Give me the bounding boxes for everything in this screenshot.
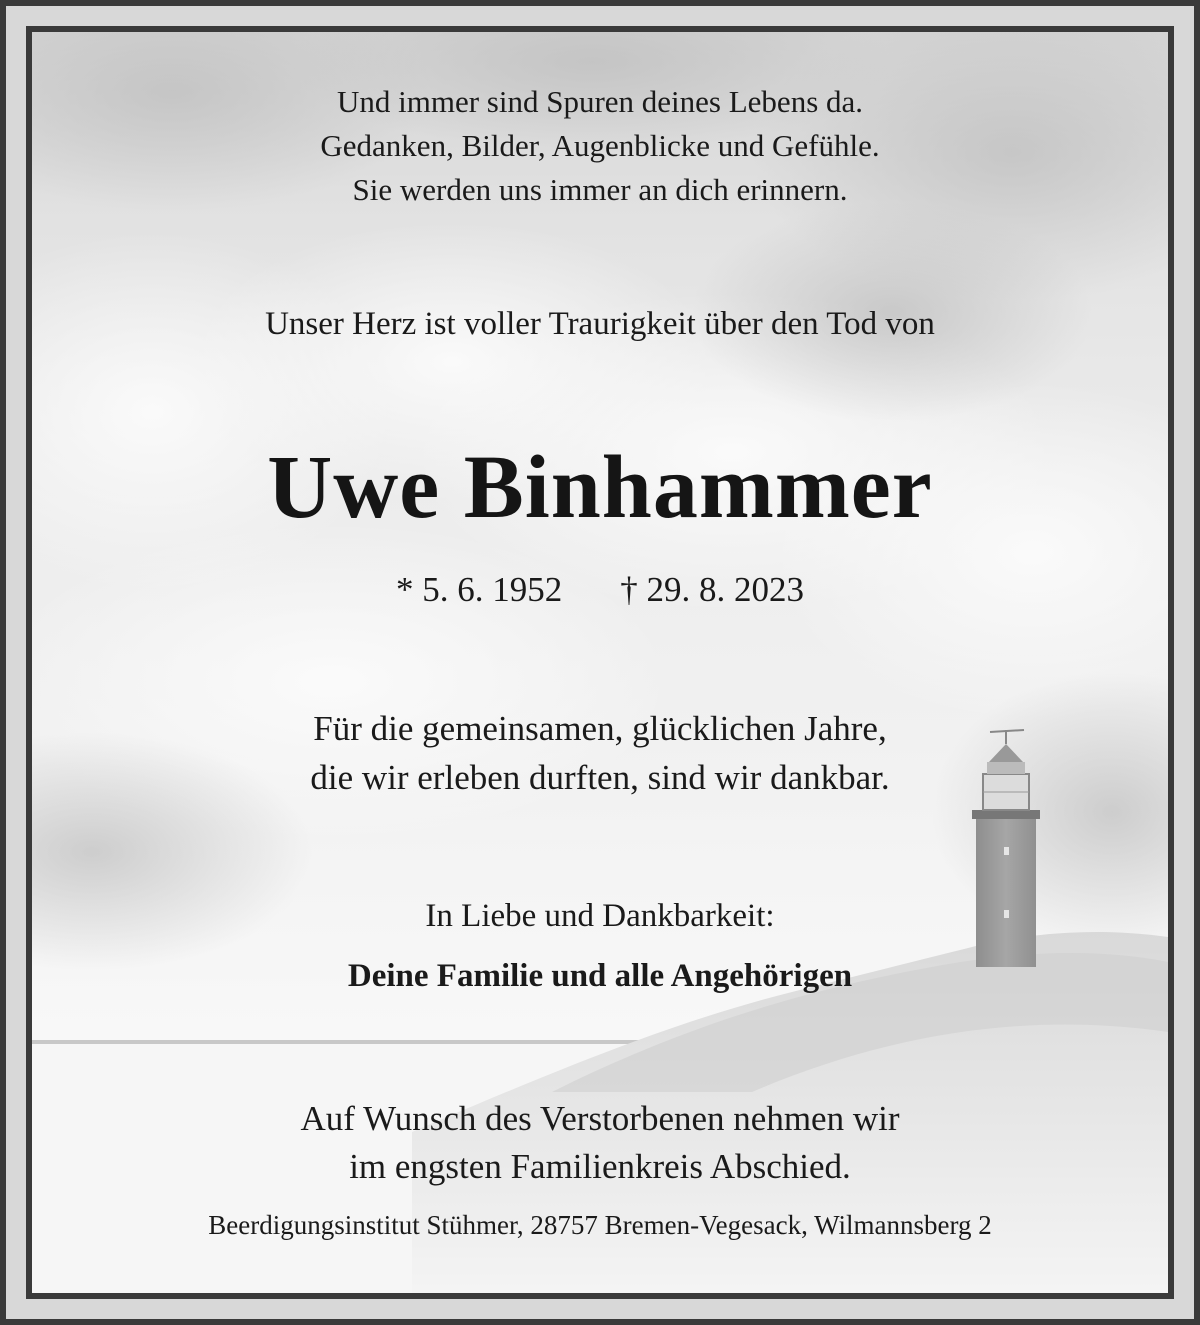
undertaker-info: Beerdigungsinstitut Stühmer, 28757 Bremen-Vegesack, Wilmannsberg 2 xyxy=(208,1210,992,1240)
quote-line-3: Sie werden uns immer an dich erinnern. xyxy=(352,172,848,207)
thanks-line-1: Für die gemeinsamen, glücklichen Jahre, xyxy=(313,709,887,748)
love-text: In Liebe und Dankbarkeit: xyxy=(425,898,775,934)
wish-line-2: im engsten Familienkreis Abschied. xyxy=(349,1147,851,1186)
life-dates xyxy=(32,570,1168,610)
intro-text: Unser Herz ist voller Traurigkeit über den Tod von xyxy=(265,306,935,342)
thanks-line-2: die wir erleben durften, sind wir dankbar. xyxy=(310,758,890,797)
birth-date: * 5. 6. 1952 xyxy=(396,570,563,609)
death-date: † 29. 8. 2023 xyxy=(620,570,804,609)
outer-frame xyxy=(6,6,1194,1319)
deceased-name: Uwe Binhammer xyxy=(267,438,933,537)
family-signature: Deine Familie und alle Angehörigen xyxy=(347,958,853,994)
quote-line-1: Und immer sind Spuren deines Lebens da. xyxy=(336,84,864,119)
wish-line-1: Auf Wunsch des Verstorbenen nehmen wir xyxy=(300,1099,900,1138)
quote-line-2: Gedanken, Bilder, Augenblicke und Gefühle. xyxy=(320,128,880,163)
obituary-text xyxy=(32,32,1168,1293)
obituary-card xyxy=(26,26,1174,1299)
